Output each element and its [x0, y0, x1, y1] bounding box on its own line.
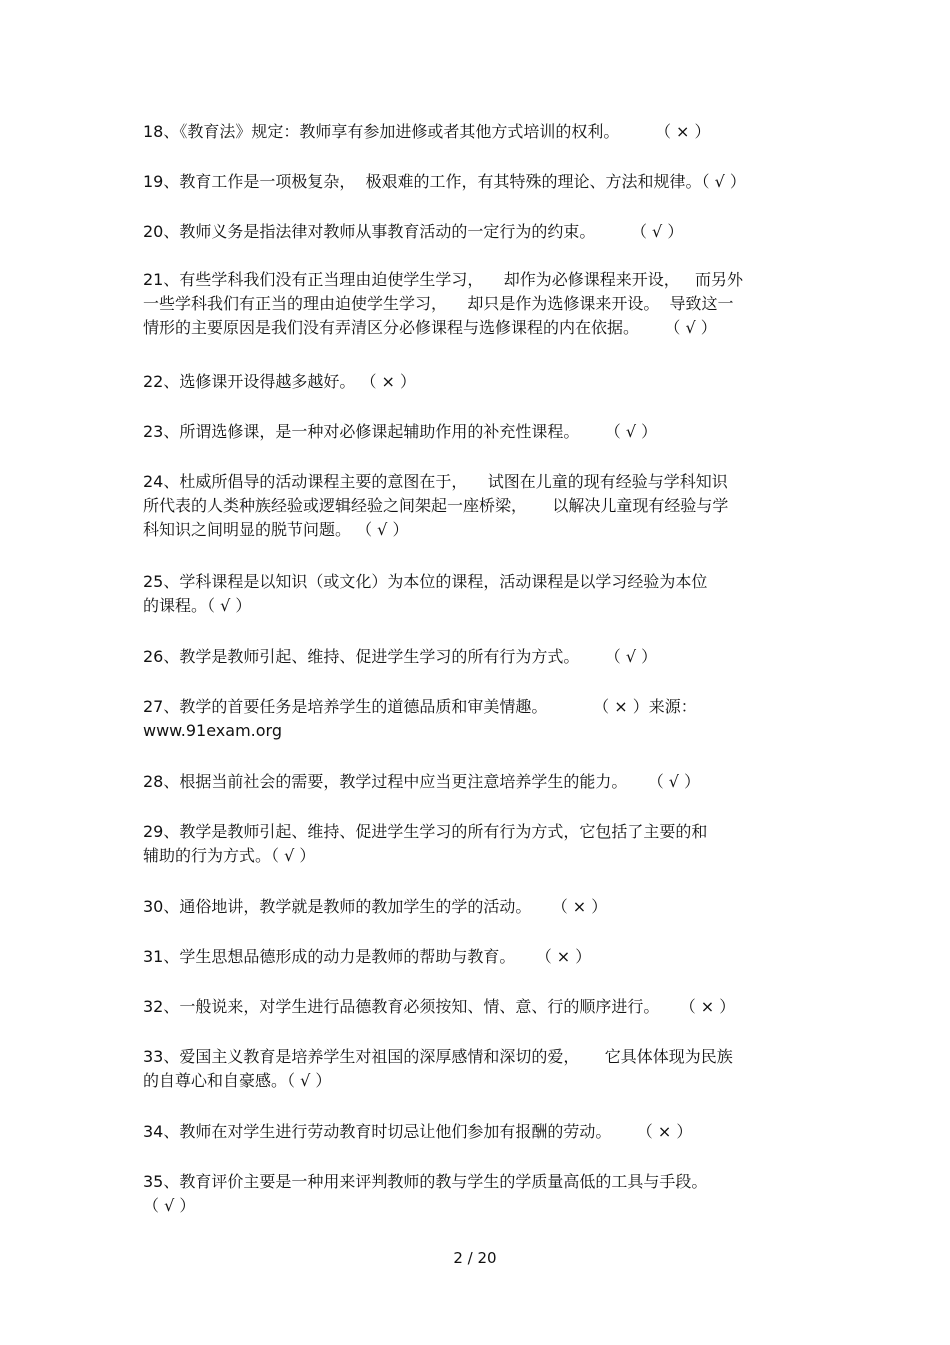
- page-number: 2 / 20: [453, 1249, 497, 1267]
- question-line: 30、通俗地讲，教学就是教师的教加学生的学的活动。 （ × ）: [143, 897, 608, 916]
- question-item: [143, 570, 813, 618]
- question-item: [143, 770, 813, 794]
- question-line: （ √ ）: [143, 1196, 196, 1215]
- question-item: [143, 170, 813, 194]
- question-line: 19、教育工作是一项极复杂， 极艰难的工作，有其特殊的理论、方法和规律。（ √ ）: [143, 172, 746, 191]
- question-line: 35、教育评价主要是一种用来评判教师的教与学生的学质量高低的工具与手段。: [143, 1172, 708, 1191]
- question-line: 科知识之间明显的脱节问题。 （ √ ）: [143, 520, 409, 539]
- question-line: 27、教学的首要任务是培养学生的道德品质和审美情趣。 （ × ）来源：: [143, 697, 697, 716]
- question-item: [143, 1120, 813, 1144]
- question-item: [143, 1170, 813, 1218]
- question-item: [143, 1045, 813, 1093]
- question-item: [143, 370, 813, 394]
- question-line: www.91exam.org: [143, 721, 282, 740]
- question-item: [143, 945, 813, 969]
- question-line: 情形的主要原因是我们没有弄清区分必修课程与选修课程的内在依据。 （ √ ）: [143, 318, 717, 337]
- question-item: [143, 645, 813, 669]
- question-item: [143, 995, 813, 1019]
- question-line: 33、爱国主义教育是培养学生对祖国的深厚感情和深切的爱， 它具体体现为民族: [143, 1047, 733, 1066]
- question-line: 18、《教育法》规定：教师享有参加进修或者其他方式培训的权利。 （ × ）: [143, 122, 711, 141]
- question-item: [143, 820, 813, 868]
- question-line: 26、教学是教师引起、维持、促进学生学习的所有行为方式。 （ √ ）: [143, 647, 658, 666]
- question-line: 21、有些学科我们没有正当理由迫使学生学习， 却作为必修课程来开设， 而另外: [143, 270, 743, 289]
- question-line: 所代表的人类种族经验或逻辑经验之间架起一座桥梁， 以解决儿童现有经验与学: [143, 496, 729, 515]
- question-item: [143, 470, 813, 542]
- question-line: 24、杜威所倡导的活动课程主要的意图在于， 试图在儿童的现有经验与学科知识: [143, 472, 728, 491]
- question-item: [143, 220, 813, 244]
- question-line: 25、学科课程是以知识（或文化）为本位的课程，活动课程是以学习经验为本位: [143, 572, 708, 591]
- question-line: 23、所谓选修课，是一种对必修课起辅助作用的补充性课程。 （ √ ）: [143, 422, 658, 441]
- question-line: 31、学生思想品德形成的动力是教师的帮助与教育。 （ × ）: [143, 947, 592, 966]
- question-line: 32、一般说来，对学生进行品德教育必须按知、情、意、行的顺序进行。 （ × ）: [143, 997, 736, 1016]
- question-line: 22、选修课开设得越多越好。 （ × ）: [143, 372, 417, 391]
- question-line: 一些学科我们有正当的理由迫使学生学习， 却只是作为选修课来开设。 导致这一: [143, 294, 734, 313]
- question-line: 辅助的行为方式。（ √ ）: [143, 846, 316, 865]
- question-item: [143, 895, 813, 919]
- question-line: 28、根据当前社会的需要，教学过程中应当更注意培养学生的能力。 （ √ ）: [143, 772, 701, 791]
- question-line: 34、教师在对学生进行劳动教育时切忌让他们参加有报酬的劳动。 （ × ）: [143, 1122, 693, 1141]
- question-item: [143, 695, 813, 743]
- question-item: [143, 120, 813, 144]
- question-line: 20、教师义务是指法律对教师从事教育活动的一定行为的约束。 （ √ ）: [143, 222, 684, 241]
- question-item: [143, 420, 813, 444]
- question-line: 29、教学是教师引起、维持、促进学生学习的所有行为方式，它包括了主要的和: [143, 822, 708, 841]
- question-line: 的课程。（ √ ）: [143, 596, 252, 615]
- question-item: [143, 268, 813, 340]
- question-line: 的自尊心和自豪感。（ √ ）: [143, 1071, 332, 1090]
